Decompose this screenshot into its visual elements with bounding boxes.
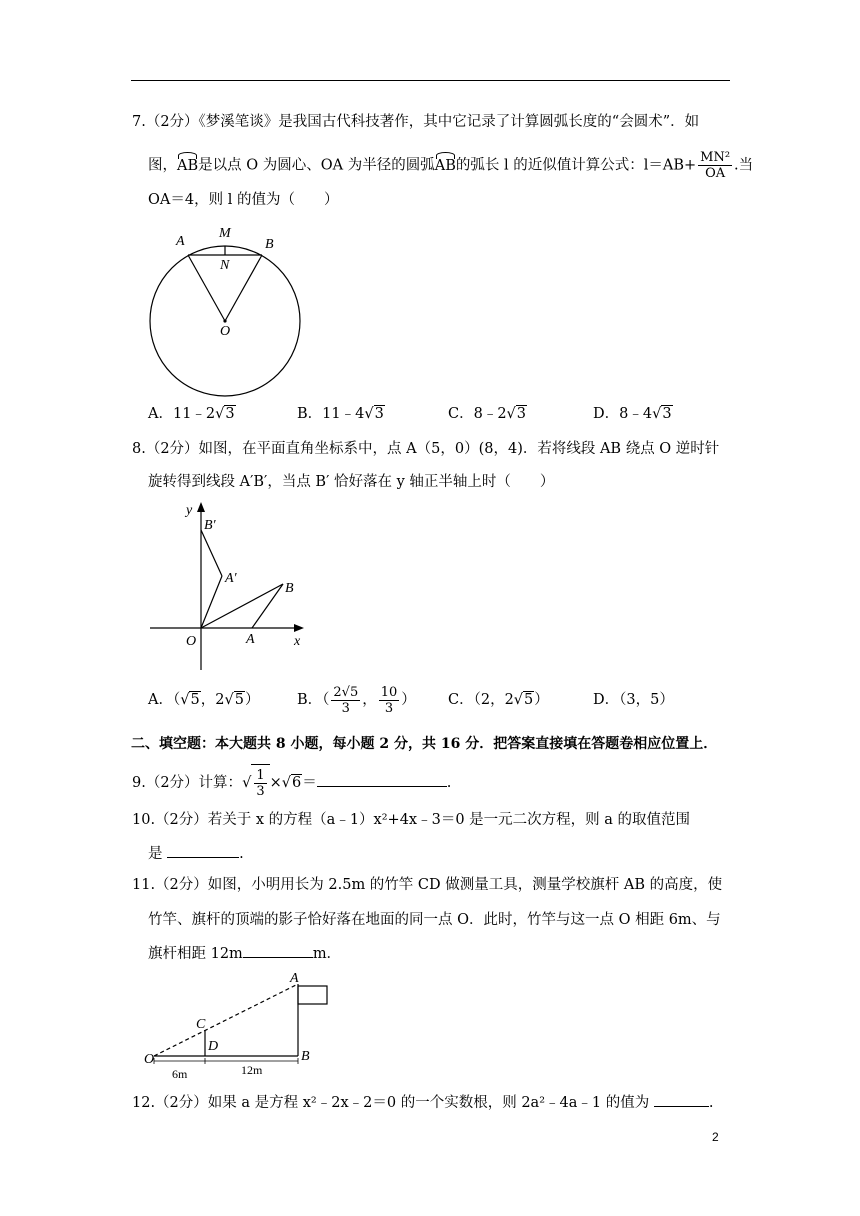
q8-label-x: x [294, 634, 301, 649]
q7-label-o: O [220, 324, 231, 339]
q7-option-c: C．8﹣2√3 [448, 406, 527, 422]
q8-label-y: y [186, 503, 193, 518]
header-rule [131, 80, 730, 81]
q7-label-a: A [176, 234, 185, 249]
q11-label-o: O [144, 1052, 155, 1067]
q8-option-a: A．（√5，2√5） [148, 692, 260, 708]
q7-label-n: N [220, 258, 230, 273]
q11-shadow-line [154, 984, 298, 1056]
q7-radius-ob [225, 255, 262, 321]
q11-line3: 旗杆相距 12m m． [148, 946, 342, 962]
q11-label-a: A [290, 971, 299, 986]
q11-line1: 11.（2分）如图，小明用长为 2.5m 的竹竿 CD 做测量工具，测量学校旗杆 AB 的高度，使 [132, 877, 723, 893]
q7-line2 [148, 150, 753, 181]
q10-line1: 10.（2分）若关于 x 的方程（a﹣1）x²+4x﹣3＝0 是一元二次方程，则 a 的取值范围 [132, 812, 691, 828]
q8-y-arrow [197, 502, 205, 512]
q8-label-ap: A′ [225, 571, 237, 586]
q7-option-d: D．8﹣4√3 [593, 406, 672, 422]
q7-label-b: B [265, 237, 274, 252]
q7-formula-den: OA [705, 166, 726, 181]
q7-line2-c: 的弧长 l 的近似值计算公式：l＝AB+ [455, 157, 697, 174]
q11-figure [140, 968, 340, 1088]
q8-label-a: A [246, 632, 255, 647]
q8-segment-ob [201, 584, 283, 628]
q11-dim-6m: 6m [172, 1067, 188, 1081]
q7-arc-ab-2: AB [434, 157, 456, 174]
q8-option-d: D．（3，5） [593, 692, 674, 708]
q11-line2: 竹竿、旗杆的顶端的影子恰好落在地面的同一点 O．此时，竹竿与这一点 O 相距 6m、与 [148, 912, 721, 928]
q11-label-d: D [208, 1039, 219, 1054]
q12-answer-blank[interactable] [654, 1106, 709, 1107]
q9-line: 9.（2分）计算：√ $\frac{1}{3}$ ×√6＝ . [132, 764, 451, 801]
q8-line1: 8.（2分）如图，在平面直角坐标系中，点 A（5，0）(8，4)．若将线段 AB 绕点 O 逆时针 [132, 441, 720, 457]
q8-option-c: C．（2，2√5） [448, 692, 549, 708]
q8-segment-ab [252, 584, 283, 628]
q8-figure [148, 498, 313, 673]
q7-option-a: A．11﹣2√3 [148, 406, 235, 422]
q11-label-b: B [301, 1049, 310, 1064]
q8-line2: 旋转得到线段 A′B′，当点 B′ 恰好落在 y 轴正半轴上时（ ） [148, 474, 555, 490]
q7-label-m: M [219, 226, 231, 241]
q11-dim-12m: 12m [241, 1063, 263, 1077]
q7-line1: 7.（2分）《梦溪笔谈》是我国古代科技著作，其中它记录了计算圆弧长度的“会圆术”．如 [132, 114, 700, 130]
q8-label-o: O [186, 634, 197, 649]
q8-option-b: B．（ $\frac{2√5}{3}$ ， $\frac{10}{3}$ ） [297, 684, 416, 716]
q8-label-bp: B′ [204, 518, 216, 533]
q7-formula-num: MN² [700, 150, 731, 165]
q7-arc-ab-1: AB [177, 157, 199, 174]
q7-option-b: B．11﹣4√3 [297, 406, 384, 422]
q7-point-o [223, 319, 226, 322]
page-number: 2 [712, 1130, 719, 1144]
q7-formula-fraction [698, 150, 732, 181]
q8-segment-oap [201, 576, 222, 628]
q10-answer-blank[interactable] [167, 857, 239, 858]
q11-flag [298, 986, 327, 1004]
q7-line2-d: .当 [734, 157, 754, 174]
q11-label-c: C [196, 1017, 206, 1032]
q12-line: 12.（2分）如果 a 是方程 x²﹣2x﹣2＝0 的一个实数根，则 2a²﹣4a﹣1 的值为 . [132, 1095, 714, 1111]
q8-label-b: B [285, 581, 294, 596]
q9-answer-blank[interactable] [317, 786, 447, 787]
q8-segment-apbp [201, 530, 222, 576]
q7-line2-b: 是以点 O 为圆心、OA 为半径的圆弧 [198, 157, 435, 174]
q10-line2: 是 . [148, 846, 244, 862]
q7-line2-a: 图， [148, 157, 177, 174]
q8-x-arrow [294, 624, 304, 632]
section-2-heading: 二、填空题：本大题共 8 小题，每小题 2 分，共 16 分．把答案直接填在答题卷相应位置上． [131, 736, 718, 752]
q11-answer-blank[interactable] [243, 957, 313, 958]
q7-line3: OA＝4，则 l 的值为（ ） [148, 192, 339, 208]
q7-figure [140, 220, 315, 395]
